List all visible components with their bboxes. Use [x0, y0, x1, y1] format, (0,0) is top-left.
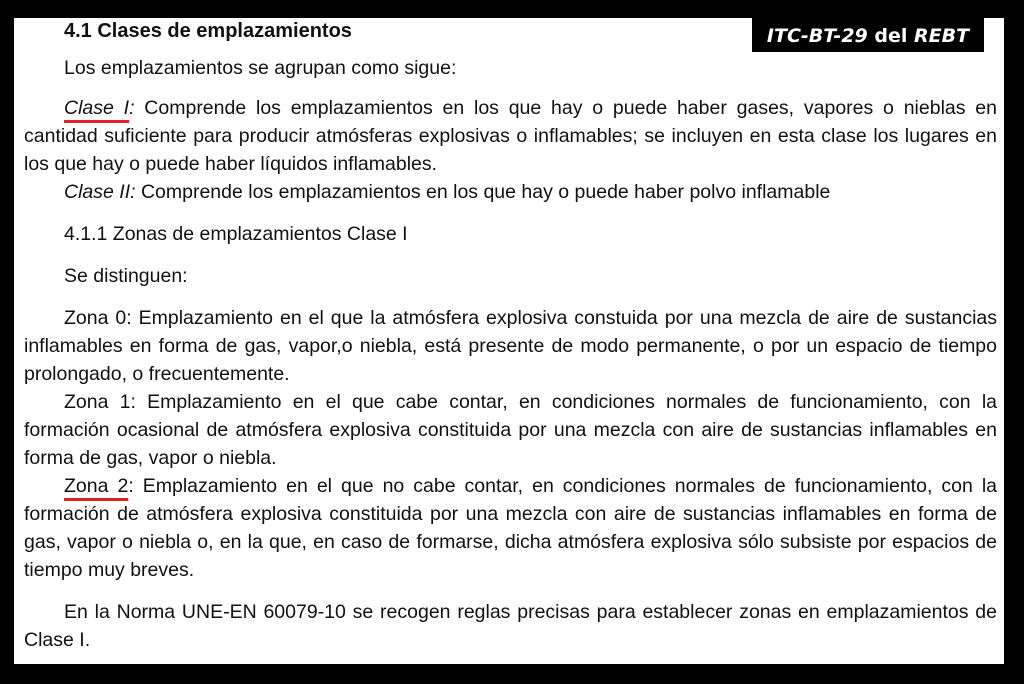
- zona2-paragraph: [24, 472, 997, 584]
- clase1-paragraph: [24, 94, 997, 178]
- section-heading: 4.1 Clases de emplazamientos: [64, 20, 352, 42]
- zona0-paragraph: Zona 0: Emplazamiento en el que la atmósfera explosiva constuida por una mezcla de aire de sustancias inflamables en forma de gas, vapor,o niebla, está presente de modo permanente, o por un espacio de tiempo prolongado, o frecuentemente.: [24, 307, 997, 385]
- norma-paragraph: En la Norma UNE-EN 60079-10 se recogen reglas precisas para establecer zonas en emplazamientos de Clase I.: [24, 601, 997, 651]
- clase2-paragraph: [24, 178, 997, 206]
- badge-itc-code: ITC-BT-29: [766, 25, 868, 47]
- clase2-text: Comprende los emplazamientos en los que hay o puede haber polvo inflamable: [135, 181, 831, 203]
- zona1-paragraph: Zona 1: Emplazamiento en el que cabe contar, en condiciones normales de funcionamiento, con la formación ocasional de atmósfera explosiva constituida por una mezcla con aire de sustancias inflamables en forma de gas, vapor o niebla.: [24, 391, 997, 469]
- zona2-text: : Emplazamiento en el que no cabe contar, en condiciones normales de funcionamiento, con la formación de atmósfera explosiva constituida por una mezcla con aire de sustancias inflamables en forma de gas, vapor o niebla o, en la que, en caso de formarse, dicha atmósfera explosiva sólo subsiste por espacios de tiempo muy breves.: [24, 475, 997, 581]
- distinguen-paragraph: Se distinguen:: [64, 265, 188, 287]
- subsection-heading: 4.1.1 Zonas de emplazamientos Clase I: [64, 223, 408, 245]
- regulation-badge: [752, 18, 984, 52]
- clase1-label: Clase I: [64, 97, 130, 119]
- intro-paragraph: Los emplazamientos se agrupan como sigue:: [64, 57, 457, 79]
- badge-rebt: REBT: [914, 25, 970, 47]
- badge-middle: del: [867, 25, 914, 47]
- clase2-label: Clase II:: [64, 181, 136, 203]
- document-body: [24, 18, 997, 654]
- clase1-colon: :: [129, 97, 135, 119]
- zona2-label: Zona 2: [64, 475, 129, 497]
- document-page: [14, 18, 1004, 664]
- clase1-text: Comprende los emplazamientos en los que hay o puede haber gases, vapores o nieblas en cantidad suficiente para producir atmósferas explosivas o inflamables; se incluyen en esta clase los lugares en los que hay o puede haber líquidos inflamables.: [24, 97, 997, 175]
